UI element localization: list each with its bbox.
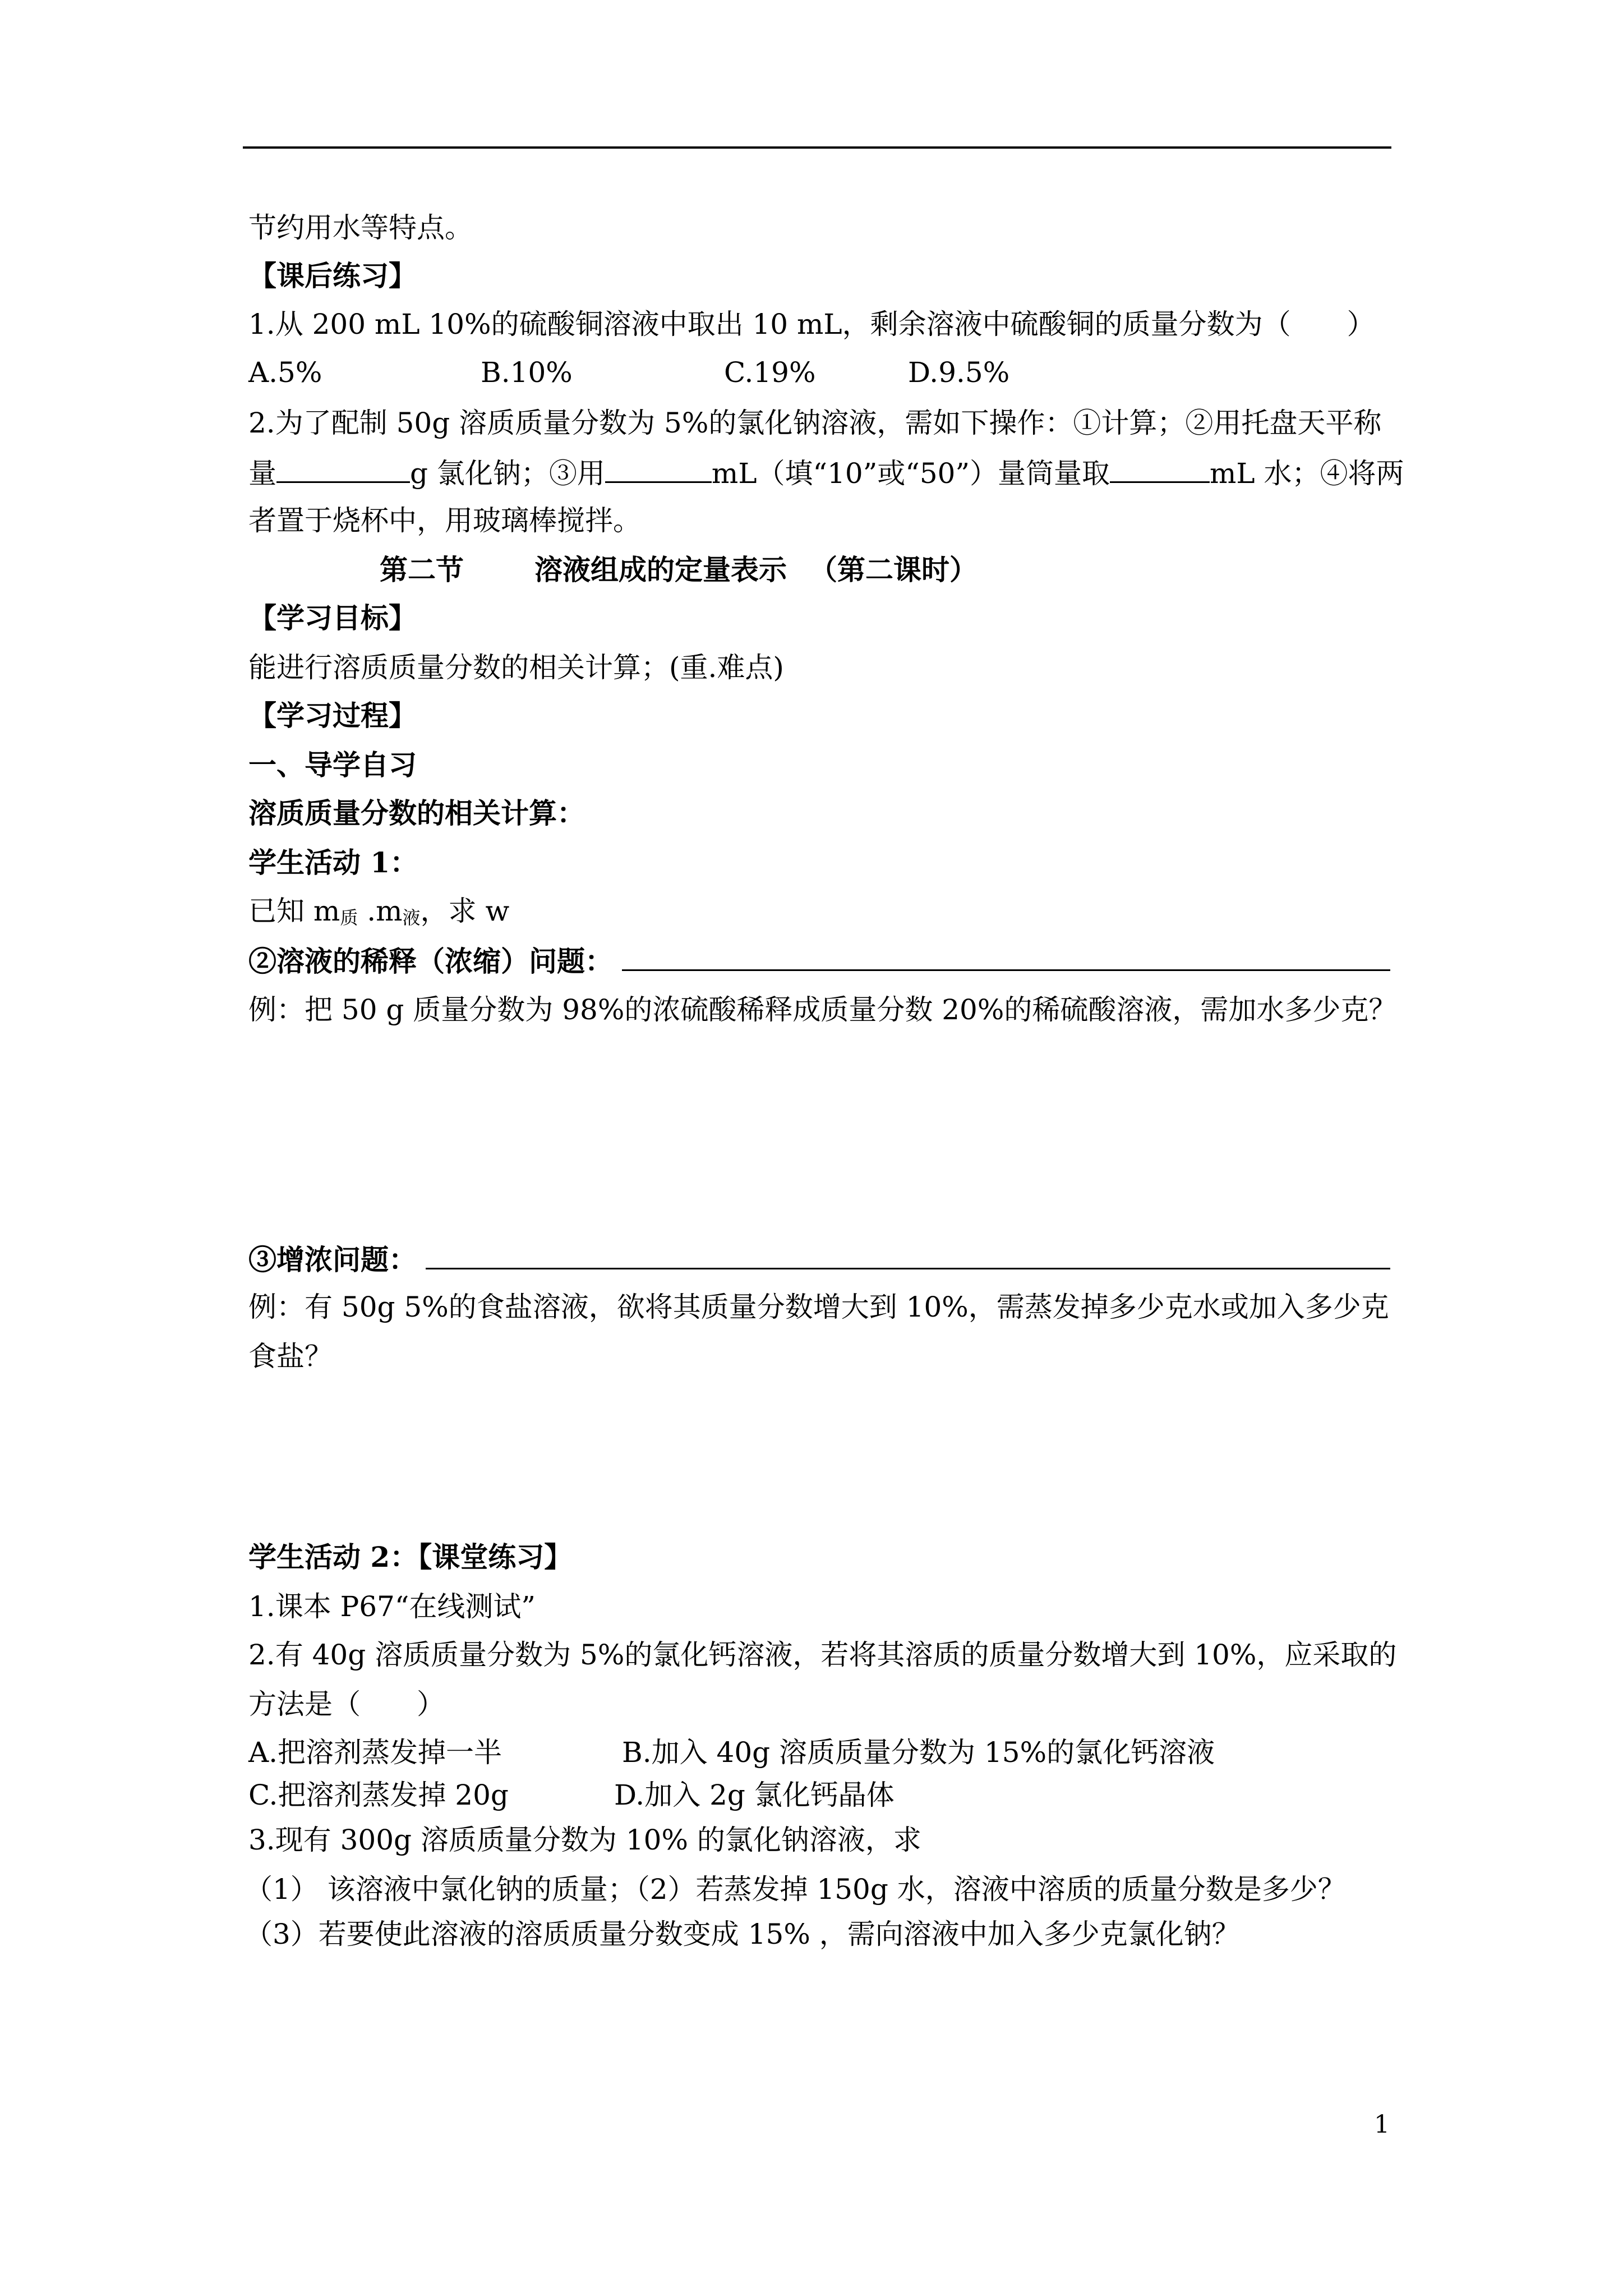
lesson-period: （第二课时） (809, 553, 978, 586)
exercise-2: 2.有 40g 溶质质量分数为 5%的氯化钙溶液，若将其溶质的质量分数增大到 10%，应采取的 (248, 1639, 1397, 1671)
option-c: C.把溶剂蒸发掉 20g (248, 1779, 509, 1811)
concentrate-heading: ③增浓问题： (248, 1243, 417, 1276)
section-heading: 【学习过程】 (248, 699, 417, 732)
section-heading: 学生活动 1： (248, 846, 418, 879)
lesson-topic: 溶液组成的定量表示 (534, 553, 787, 586)
blank-mass (276, 455, 410, 483)
text-line: 能进行溶质质量分数的相关计算；(重.难点) (248, 651, 784, 684)
lesson-section: 第二节 (380, 553, 464, 586)
option-d: D.9.5% (908, 356, 1010, 389)
text-line: 方法是（ ） (248, 1688, 445, 1720)
text-line: 食盐？ (248, 1340, 333, 1373)
section-heading: 【课后练习】 (248, 259, 417, 292)
dilution-heading-line (248, 944, 1390, 978)
section-heading: 一、导学自习 (248, 748, 417, 781)
option-a: A.5% (248, 356, 322, 389)
dilution-heading: ②溶液的稀释（浓缩）问题： (248, 945, 613, 978)
blank-cylinder (605, 455, 712, 483)
blank-answer-line (426, 1242, 1390, 1269)
exercise-3-part-3: （3）若要使此溶液的溶质质量分数变成 15% ，需向溶液中加入多少克氯化钠？ (245, 1918, 1240, 1950)
text-segment: g 氯化钠；③用 (410, 457, 605, 490)
section-heading: 【学习目标】 (248, 601, 417, 634)
text-line: 节约用水等特点。 (248, 211, 473, 244)
subscript: 质 (340, 907, 358, 928)
example-dilution: 例：把 50 g 质量分数为 98%的浓硫酸稀释成质量分数 20%的稀硫酸溶液，需加水多少克？ (248, 993, 1397, 1026)
exercise-3-parts: （1） 该溶液中氯化钠的质量；（2）若蒸发掉 150g 水，溶液中溶质的质量分数是多少？ (245, 1873, 1346, 1906)
header-rule (243, 146, 1391, 149)
option-b: B.加入 40g 溶质质量分数为 15%的氯化钙溶液 (622, 1736, 1215, 1769)
option-a: A.把溶剂蒸发掉一半 (248, 1736, 502, 1769)
concentrate-heading-line (248, 1242, 1390, 1277)
option-b: B.10% (481, 356, 573, 389)
text-segment: mL（填“10”或“50”）量筒量取 (711, 457, 1110, 490)
text-segment: 已知 m (248, 895, 340, 927)
exercise-1: 1.课本 P67“在线测试” (248, 1590, 536, 1623)
question-2: 2.为了配制 50g 溶质质量分数为 5%的氯化钠溶液，需如下操作：①计算；②用托盘天平称 (248, 407, 1382, 439)
text-segment: ，求 w (420, 895, 510, 927)
text-segment: mL 水；④将两 (1210, 457, 1404, 490)
text-segment: .m (358, 895, 403, 927)
section-heading: 学生活动 2：【课堂练习】 (248, 1540, 573, 1573)
question-2-blanks (248, 455, 1404, 490)
example-concentrate: 例：有 50g 5%的食盐溶液，欲将其质量分数增大到 10%，需蒸发掉多少克水或加入多少克 (248, 1291, 1389, 1323)
subscript: 液 (402, 907, 421, 928)
option-c: C.19% (724, 356, 816, 389)
option-d: D.加入 2g 氯化钙晶体 (614, 1779, 895, 1811)
exercise-3: 3.现有 300g 溶质质量分数为 10% 的氯化钠溶液，求 (248, 1824, 921, 1856)
text-line: 者置于烧杯中，用玻璃棒搅拌。 (248, 504, 641, 537)
formula-line (248, 894, 509, 935)
question-1: 1.从 200 mL 10%的硫酸铜溶液中取出 10 mL，剩余溶液中硫酸铜的质量分数为（ ） (248, 308, 1375, 341)
text-segment: 量 (248, 457, 276, 490)
page-number: 1 (1374, 2110, 1390, 2139)
blank-volume (1110, 455, 1210, 483)
section-heading: 溶质质量分数的相关计算： (248, 797, 585, 830)
blank-answer-line (622, 944, 1390, 971)
